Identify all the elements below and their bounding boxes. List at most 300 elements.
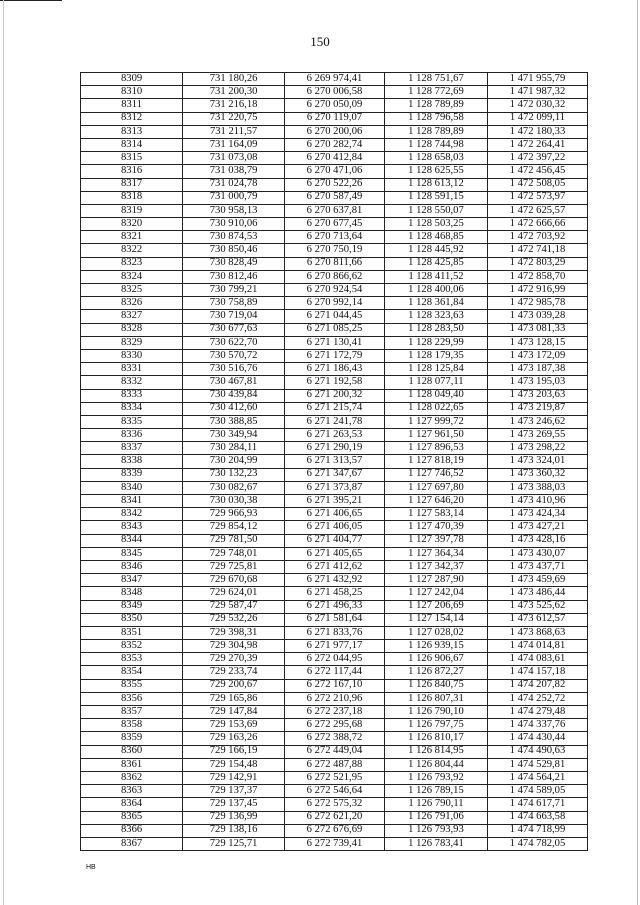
- table-row: [81, 99, 588, 112]
- coord-y2-cell: 1 473 246,62: [487, 415, 587, 428]
- coord-x2-cell: 1 128 751,67: [385, 73, 488, 86]
- coord-x1-cell: 729 153,69: [183, 719, 285, 732]
- coord-y1-cell: 6 270 677,45: [284, 218, 384, 231]
- coord-x2-cell: 1 128 468,85: [385, 231, 488, 244]
- coord-x1-cell: 729 670,68: [183, 574, 285, 587]
- coord-x2-cell: 1 127 287,90: [385, 574, 488, 587]
- point-number-cell: 8361: [81, 758, 183, 771]
- coord-y1-cell: 6 272 676,69: [284, 824, 384, 837]
- coord-y1-cell: 6 270 006,58: [284, 86, 384, 99]
- coord-y2-cell: 1 473 612,57: [487, 613, 587, 626]
- point-number-cell: 8319: [81, 204, 183, 217]
- coord-y2-cell: 1 473 128,15: [487, 336, 587, 349]
- point-number-cell: 8352: [81, 640, 183, 653]
- coord-y1-cell: 6 270 637,81: [284, 204, 384, 217]
- coord-y2-cell: 1 472 858,70: [487, 270, 587, 283]
- coord-y2-cell: 1 472 456,45: [487, 165, 587, 178]
- table-row: [81, 376, 588, 389]
- table-row: [81, 798, 588, 811]
- coord-y2-cell: 1 473 203,63: [487, 389, 587, 402]
- table-row: [81, 640, 588, 653]
- coord-y1-cell: 6 269 974,41: [284, 73, 384, 86]
- coord-x1-cell: 730 910,06: [183, 218, 285, 231]
- table-row: [81, 336, 588, 349]
- coord-x1-cell: 729 137,45: [183, 798, 285, 811]
- coord-x1-cell: 730 082,67: [183, 481, 285, 494]
- table-row: [81, 732, 588, 745]
- coord-x2-cell: 1 127 397,78: [385, 534, 488, 547]
- coord-y1-cell: 6 271 432,92: [284, 574, 384, 587]
- coord-y2-cell: 1 473 360,32: [487, 468, 587, 481]
- coord-x2-cell: 1 128 229,99: [385, 336, 488, 349]
- coord-y2-cell: 1 473 324,01: [487, 455, 587, 468]
- coord-y2-cell: 1 474 207,82: [487, 679, 587, 692]
- point-number-cell: 8350: [81, 613, 183, 626]
- point-number-cell: 8351: [81, 626, 183, 639]
- coord-y2-cell: 1 474 617,71: [487, 798, 587, 811]
- table-row: [81, 178, 588, 191]
- table-row: [81, 152, 588, 165]
- table-row: [81, 204, 588, 217]
- coord-y1-cell: 6 271 458,25: [284, 587, 384, 600]
- table-row: [81, 297, 588, 310]
- point-number-cell: 8347: [81, 574, 183, 587]
- table-row: [81, 349, 588, 362]
- coord-x2-cell: 1 128 789,89: [385, 99, 488, 112]
- coord-x2-cell: 1 126 789,15: [385, 785, 488, 798]
- point-number-cell: 8343: [81, 521, 183, 534]
- coord-x2-cell: 1 126 840,75: [385, 679, 488, 692]
- table-row: [81, 257, 588, 270]
- coord-y2-cell: 1 472 625,57: [487, 204, 587, 217]
- coord-x1-cell: 729 748,01: [183, 547, 285, 560]
- coord-y2-cell: 1 472 985,78: [487, 297, 587, 310]
- table-row: [81, 811, 588, 824]
- coord-x1-cell: 731 024,78: [183, 178, 285, 191]
- table-row: [81, 560, 588, 573]
- coord-y2-cell: 1 472 803,29: [487, 257, 587, 270]
- coord-x2-cell: 1 128 400,06: [385, 284, 488, 297]
- coord-x2-cell: 1 128 077,11: [385, 376, 488, 389]
- coord-x1-cell: 729 854,12: [183, 521, 285, 534]
- coord-y1-cell: 6 272 237,18: [284, 706, 384, 719]
- coord-y1-cell: 6 272 546,64: [284, 785, 384, 798]
- coord-y2-cell: 1 473 486,44: [487, 587, 587, 600]
- coord-x1-cell: 729 138,16: [183, 824, 285, 837]
- coord-x2-cell: 1 127 583,14: [385, 508, 488, 521]
- coord-y1-cell: 6 271 215,74: [284, 402, 384, 415]
- point-number-cell: 8312: [81, 112, 183, 125]
- coord-y1-cell: 6 272 295,68: [284, 719, 384, 732]
- table-row: [81, 138, 588, 151]
- coord-x1-cell: 731 073,08: [183, 152, 285, 165]
- coord-x2-cell: 1 128 613,12: [385, 178, 488, 191]
- coord-x1-cell: 729 165,86: [183, 692, 285, 705]
- point-number-cell: 8317: [81, 178, 183, 191]
- coord-y1-cell: 6 271 833,76: [284, 626, 384, 639]
- page-number: 150: [310, 34, 330, 49]
- coord-y1-cell: 6 271 172,79: [284, 349, 384, 362]
- coord-y1-cell: 6 271 085,25: [284, 323, 384, 336]
- coord-y2-cell: 1 472 264,41: [487, 138, 587, 151]
- coordinates-table: [80, 72, 588, 851]
- coord-y2-cell: 1 471 955,79: [487, 73, 587, 86]
- table-row: [81, 521, 588, 534]
- coord-y1-cell: 6 271 313,57: [284, 455, 384, 468]
- coord-y1-cell: 6 272 388,72: [284, 732, 384, 745]
- coord-x2-cell: 1 126 814,95: [385, 745, 488, 758]
- point-number-cell: 8362: [81, 771, 183, 784]
- table-row: [81, 165, 588, 178]
- coord-y2-cell: 1 474 564,21: [487, 771, 587, 784]
- table-row: [81, 587, 588, 600]
- coord-x2-cell: 1 126 872,27: [385, 666, 488, 679]
- table-row: [81, 73, 588, 86]
- coord-y2-cell: 1 474 663,58: [487, 811, 587, 824]
- coord-y2-cell: 1 473 195,03: [487, 376, 587, 389]
- coord-y1-cell: 6 271 290,19: [284, 442, 384, 455]
- coord-y2-cell: 1 473 269,55: [487, 429, 587, 442]
- coord-y2-cell: 1 471 987,32: [487, 86, 587, 99]
- table-row: [81, 244, 588, 257]
- point-number-cell: 8338: [81, 455, 183, 468]
- point-number-cell: 8327: [81, 310, 183, 323]
- coord-x2-cell: 1 128 361,84: [385, 297, 488, 310]
- point-number-cell: 8365: [81, 811, 183, 824]
- coord-x2-cell: 1 126 793,93: [385, 824, 488, 837]
- coord-y1-cell: 6 271 496,33: [284, 600, 384, 613]
- coord-y2-cell: 1 474 490,63: [487, 745, 587, 758]
- coord-x2-cell: 1 127 746,52: [385, 468, 488, 481]
- coord-y2-cell: 1 473 219,87: [487, 402, 587, 415]
- coord-y2-cell: 1 473 437,71: [487, 560, 587, 573]
- coord-x1-cell: 731 180,26: [183, 73, 285, 86]
- coord-y1-cell: 6 271 241,78: [284, 415, 384, 428]
- coord-x1-cell: 729 587,47: [183, 600, 285, 613]
- coord-x2-cell: 1 126 790,10: [385, 706, 488, 719]
- coord-x2-cell: 1 128 503,25: [385, 218, 488, 231]
- scan-artifact-right-edge: [637, 0, 638, 905]
- coord-y1-cell: 6 270 119,07: [284, 112, 384, 125]
- coord-x1-cell: 729 270,39: [183, 653, 285, 666]
- coord-x2-cell: 1 128 772,69: [385, 86, 488, 99]
- coord-x2-cell: 1 128 283,50: [385, 323, 488, 336]
- table-row: [81, 653, 588, 666]
- table-row: [81, 666, 588, 679]
- point-number-cell: 8334: [81, 402, 183, 415]
- point-number-cell: 8344: [81, 534, 183, 547]
- coord-y1-cell: 6 272 621,20: [284, 811, 384, 824]
- coord-x1-cell: 729 233,74: [183, 666, 285, 679]
- table-row: [81, 534, 588, 547]
- coord-y1-cell: 6 272 575,32: [284, 798, 384, 811]
- coord-x2-cell: 1 126 783,41: [385, 837, 488, 850]
- coord-y2-cell: 1 474 083,61: [487, 653, 587, 666]
- coord-x1-cell: 731 038,79: [183, 165, 285, 178]
- coord-y1-cell: 6 270 471,06: [284, 165, 384, 178]
- coord-y2-cell: 1 472 741,18: [487, 244, 587, 257]
- coord-x1-cell: 730 412,60: [183, 402, 285, 415]
- coord-x2-cell: 1 128 591,15: [385, 191, 488, 204]
- coord-y2-cell: 1 474 337,76: [487, 719, 587, 732]
- coord-y1-cell: 6 270 200,06: [284, 125, 384, 138]
- point-number-cell: 8336: [81, 429, 183, 442]
- coord-x2-cell: 1 128 789,89: [385, 125, 488, 138]
- coord-x2-cell: 1 127 154,14: [385, 613, 488, 626]
- table-row: [81, 824, 588, 837]
- coord-y1-cell: 6 271 404,77: [284, 534, 384, 547]
- coord-y1-cell: 6 271 581,64: [284, 613, 384, 626]
- coord-y1-cell: 6 270 587,49: [284, 191, 384, 204]
- coord-x2-cell: 1 127 242,04: [385, 587, 488, 600]
- coord-y2-cell: 1 473 428,16: [487, 534, 587, 547]
- coord-y1-cell: 6 272 449,04: [284, 745, 384, 758]
- coord-x1-cell: 730 516,76: [183, 363, 285, 376]
- coord-x1-cell: 730 622,70: [183, 336, 285, 349]
- point-number-cell: 8316: [81, 165, 183, 178]
- coord-x2-cell: 1 128 125,84: [385, 363, 488, 376]
- table-row: [81, 785, 588, 798]
- coord-y1-cell: 6 270 811,66: [284, 257, 384, 270]
- coord-x2-cell: 1 128 550,07: [385, 204, 488, 217]
- coord-x2-cell: 1 128 744,98: [385, 138, 488, 151]
- scan-artifact-line: [0, 0, 62, 1]
- coord-x1-cell: 730 799,21: [183, 284, 285, 297]
- point-number-cell: 8356: [81, 692, 183, 705]
- coord-y1-cell: 6 271 412,62: [284, 560, 384, 573]
- point-number-cell: 8346: [81, 560, 183, 573]
- coord-y2-cell: 1 473 039,28: [487, 310, 587, 323]
- coord-x2-cell: 1 127 342,37: [385, 560, 488, 573]
- coord-y2-cell: 1 474 430,44: [487, 732, 587, 745]
- point-number-cell: 8314: [81, 138, 183, 151]
- coord-x1-cell: 730 958,13: [183, 204, 285, 217]
- coord-x1-cell: 729 725,81: [183, 560, 285, 573]
- table-row: [81, 323, 588, 336]
- point-number-cell: 8339: [81, 468, 183, 481]
- coord-y2-cell: 1 473 187,38: [487, 363, 587, 376]
- point-number-cell: 8358: [81, 719, 183, 732]
- coord-x2-cell: 1 127 364,34: [385, 547, 488, 560]
- table-row: [81, 771, 588, 784]
- coord-y2-cell: 1 473 430,07: [487, 547, 587, 560]
- coord-x2-cell: 1 128 425,85: [385, 257, 488, 270]
- coord-x1-cell: 731 000,79: [183, 191, 285, 204]
- point-number-cell: 8315: [81, 152, 183, 165]
- coord-x1-cell: 729 137,37: [183, 785, 285, 798]
- table-row: [81, 613, 588, 626]
- point-number-cell: 8345: [81, 547, 183, 560]
- coord-y2-cell: 1 473 868,63: [487, 626, 587, 639]
- coord-x1-cell: 729 136,99: [183, 811, 285, 824]
- point-number-cell: 8325: [81, 284, 183, 297]
- coord-x1-cell: 731 220,75: [183, 112, 285, 125]
- point-number-cell: 8333: [81, 389, 183, 402]
- coord-y1-cell: 6 270 924,54: [284, 284, 384, 297]
- coord-y2-cell: 1 473 410,96: [487, 495, 587, 508]
- coord-x1-cell: 730 812,46: [183, 270, 285, 283]
- coord-y2-cell: 1 474 529,81: [487, 758, 587, 771]
- table-row: [81, 600, 588, 613]
- coord-y1-cell: 6 270 282,74: [284, 138, 384, 151]
- coord-x1-cell: 730 284,11: [183, 442, 285, 455]
- point-number-cell: 8329: [81, 336, 183, 349]
- coord-y2-cell: 1 474 718,99: [487, 824, 587, 837]
- point-number-cell: 8357: [81, 706, 183, 719]
- coord-y1-cell: 6 271 406,05: [284, 521, 384, 534]
- coord-y1-cell: 6 272 210,96: [284, 692, 384, 705]
- coord-x1-cell: 730 204,99: [183, 455, 285, 468]
- coord-x1-cell: 729 624,01: [183, 587, 285, 600]
- coord-y2-cell: 1 474 589,05: [487, 785, 587, 798]
- coord-y2-cell: 1 473 459,69: [487, 574, 587, 587]
- coord-y2-cell: 1 473 525,62: [487, 600, 587, 613]
- point-number-cell: 8321: [81, 231, 183, 244]
- coord-x1-cell: 729 781,50: [183, 534, 285, 547]
- point-number-cell: 8313: [81, 125, 183, 138]
- coord-x2-cell: 1 128 625,55: [385, 165, 488, 178]
- coord-x2-cell: 1 126 939,15: [385, 640, 488, 653]
- coord-x2-cell: 1 128 022,65: [385, 402, 488, 415]
- table-row: [81, 284, 588, 297]
- coord-x2-cell: 1 127 028,02: [385, 626, 488, 639]
- point-number-cell: 8326: [81, 297, 183, 310]
- coord-x1-cell: 731 211,57: [183, 125, 285, 138]
- coord-y1-cell: 6 270 866,62: [284, 270, 384, 283]
- coord-x1-cell: 730 132,23: [183, 468, 285, 481]
- coord-x2-cell: 1 128 445,92: [385, 244, 488, 257]
- table-row: [81, 455, 588, 468]
- point-number-cell: 8331: [81, 363, 183, 376]
- coord-y1-cell: 6 272 487,88: [284, 758, 384, 771]
- table-row: [81, 495, 588, 508]
- coord-x2-cell: 1 127 896,53: [385, 442, 488, 455]
- table-row: [81, 692, 588, 705]
- coord-x1-cell: 730 467,81: [183, 376, 285, 389]
- coord-x1-cell: 730 850,46: [183, 244, 285, 257]
- point-number-cell: 8348: [81, 587, 183, 600]
- coord-y2-cell: 1 473 172,09: [487, 349, 587, 362]
- coord-x1-cell: 730 874,53: [183, 231, 285, 244]
- coord-y2-cell: 1 474 279,48: [487, 706, 587, 719]
- coord-x2-cell: 1 127 961,50: [385, 429, 488, 442]
- point-number-cell: 8323: [81, 257, 183, 270]
- coord-y1-cell: 6 272 521,95: [284, 771, 384, 784]
- point-number-cell: 8337: [81, 442, 183, 455]
- coord-x2-cell: 1 126 797,75: [385, 719, 488, 732]
- coord-x1-cell: 731 200,30: [183, 86, 285, 99]
- coord-y2-cell: 1 473 298,22: [487, 442, 587, 455]
- point-number-cell: 8349: [81, 600, 183, 613]
- coord-y1-cell: 6 272 044,95: [284, 653, 384, 666]
- coord-y1-cell: 6 271 263,53: [284, 429, 384, 442]
- coord-x2-cell: 1 127 818,19: [385, 455, 488, 468]
- coord-x2-cell: 1 128 179,35: [385, 349, 488, 362]
- coord-y2-cell: 1 472 099,11: [487, 112, 587, 125]
- coord-y2-cell: 1 474 782,05: [487, 837, 587, 850]
- point-number-cell: 8360: [81, 745, 183, 758]
- coord-y2-cell: 1 473 388,03: [487, 481, 587, 494]
- coord-y2-cell: 1 473 427,21: [487, 521, 587, 534]
- coord-x1-cell: 729 532,26: [183, 613, 285, 626]
- coord-y2-cell: 1 474 252,72: [487, 692, 587, 705]
- coordinates-table-body: [81, 73, 588, 851]
- point-number-cell: 8342: [81, 508, 183, 521]
- table-row: [81, 270, 588, 283]
- point-number-cell: 8310: [81, 86, 183, 99]
- coord-x2-cell: 1 128 411,52: [385, 270, 488, 283]
- point-number-cell: 8363: [81, 785, 183, 798]
- point-number-cell: 8366: [81, 824, 183, 837]
- point-number-cell: 8324: [81, 270, 183, 283]
- point-number-cell: 8330: [81, 349, 183, 362]
- coord-y1-cell: 6 270 522,26: [284, 178, 384, 191]
- coord-x2-cell: 1 126 804,44: [385, 758, 488, 771]
- coord-y1-cell: 6 270 412,84: [284, 152, 384, 165]
- table-row: [81, 310, 588, 323]
- coord-x2-cell: 1 127 206,69: [385, 600, 488, 613]
- point-number-cell: 8340: [81, 481, 183, 494]
- point-number-cell: 8335: [81, 415, 183, 428]
- coord-x1-cell: 729 304,98: [183, 640, 285, 653]
- coord-x1-cell: 730 758,89: [183, 297, 285, 310]
- coord-y1-cell: 6 271 130,41: [284, 336, 384, 349]
- coord-x2-cell: 1 126 791,06: [385, 811, 488, 824]
- table-row: [81, 112, 588, 125]
- coord-y1-cell: 6 271 977,17: [284, 640, 384, 653]
- coord-x1-cell: 730 570,72: [183, 349, 285, 362]
- coord-x1-cell: 731 164,09: [183, 138, 285, 151]
- coord-y1-cell: 6 271 186,43: [284, 363, 384, 376]
- point-number-cell: 8311: [81, 99, 183, 112]
- table-row: [81, 837, 588, 850]
- point-number-cell: 8359: [81, 732, 183, 745]
- coord-x1-cell: 730 349,94: [183, 429, 285, 442]
- coord-x2-cell: 1 126 793,92: [385, 771, 488, 784]
- coord-y1-cell: 6 271 395,21: [284, 495, 384, 508]
- coord-y1-cell: 6 271 406,65: [284, 508, 384, 521]
- table-row: [81, 363, 588, 376]
- coord-x1-cell: 729 166,19: [183, 745, 285, 758]
- coord-y1-cell: 6 270 992,14: [284, 297, 384, 310]
- coord-x2-cell: 1 128 049,40: [385, 389, 488, 402]
- table-row: [81, 719, 588, 732]
- coord-x1-cell: 729 147,84: [183, 706, 285, 719]
- coord-y2-cell: 1 474 157,18: [487, 666, 587, 679]
- coord-y1-cell: 6 271 044,45: [284, 310, 384, 323]
- coord-x2-cell: 1 128 323,63: [385, 310, 488, 323]
- coord-x1-cell: 730 388,85: [183, 415, 285, 428]
- point-number-cell: 8309: [81, 73, 183, 86]
- table-row: [81, 429, 588, 442]
- coord-y2-cell: 1 472 916,99: [487, 284, 587, 297]
- coord-y2-cell: 1 473 424,34: [487, 508, 587, 521]
- coord-y2-cell: 1 472 666,66: [487, 218, 587, 231]
- point-number-cell: 8353: [81, 653, 183, 666]
- coord-y1-cell: 6 272 739,41: [284, 837, 384, 850]
- coord-y2-cell: 1 472 703,92: [487, 231, 587, 244]
- coord-y1-cell: 6 270 750,19: [284, 244, 384, 257]
- table-row: [81, 574, 588, 587]
- coord-y2-cell: 1 473 081,33: [487, 323, 587, 336]
- table-row: [81, 125, 588, 138]
- coord-y1-cell: 6 272 167,10: [284, 679, 384, 692]
- coord-y1-cell: 6 271 373,87: [284, 481, 384, 494]
- table-row: [81, 758, 588, 771]
- point-number-cell: 8355: [81, 679, 183, 692]
- coord-x1-cell: 729 154,48: [183, 758, 285, 771]
- coord-y2-cell: 1 472 180,33: [487, 125, 587, 138]
